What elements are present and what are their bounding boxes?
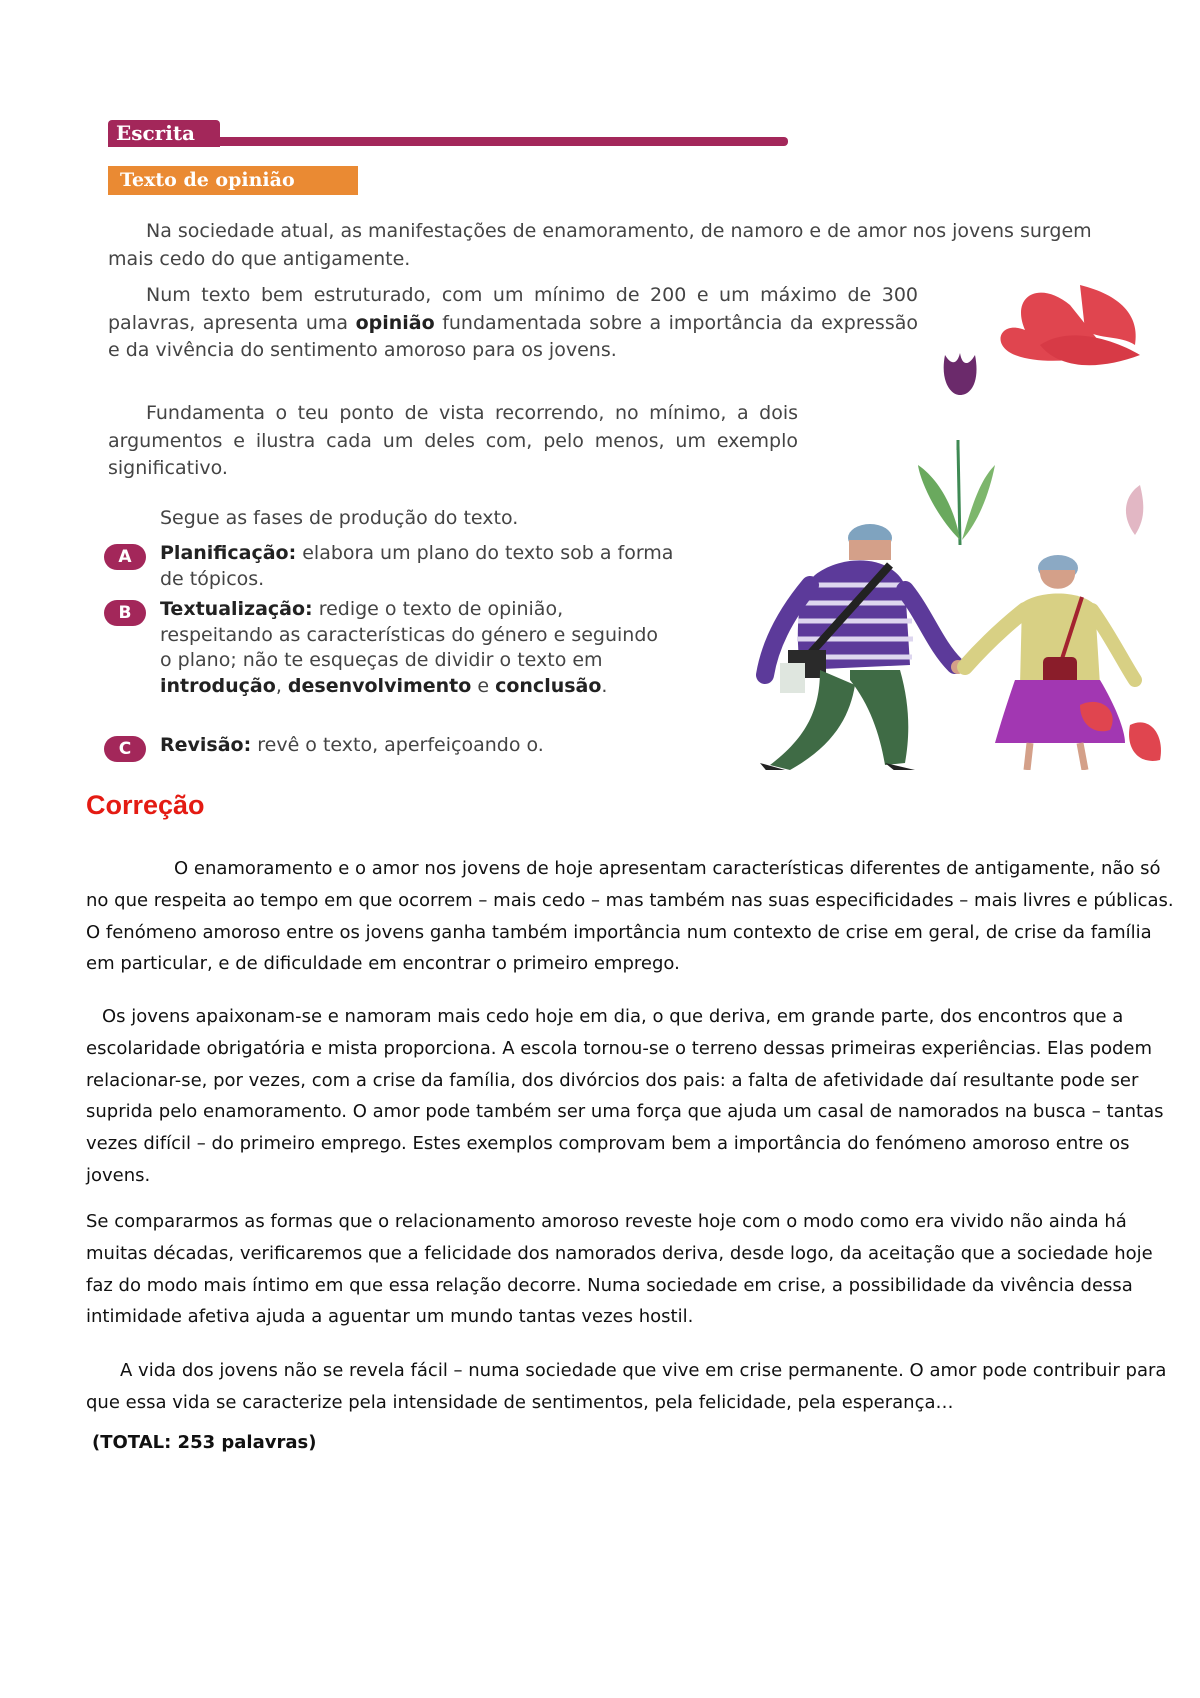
correction-paragraph: Se compararmos as formas que o relacionamento amoroso reveste hoje com o modo como era vivido não ainda há muitas décadas, verificaremos que a felicidade dos namorados deriva, desde logo, da aceitação que a sociedade hoje faz do modo mais íntimo em que essa relação decorre. Numa sociedade em crise, a possibilidade da vivência dessa intimidade afetiva ajuda a aguentar um mundo tantas vezes hostil. [86,1211,1153,1328]
man-figure [760,524,955,770]
step-b-text: Textualização: redige o texto de opinião, respeitando as características do género e seguindo o plano; não te esqueças de dividir o texto em introdução, desenvolvimento e conclusão. [160,598,659,697]
step-c-text: Revisão: revê o texto, aperfeiçoando o. [160,734,544,756]
prompt-paragraph-3: Fundamenta o teu ponto de vista recorrendo, no mínimo, a dois argumentos e ilustra cada um deles com, pelo menos, um exemplo significativo. [108,402,798,479]
woman-figure [965,555,1135,770]
step-b-badge: B [104,600,146,626]
step-a-badge: A [104,544,146,570]
word-total: (TOTAL: 253 palavras) [92,1432,317,1453]
steps-intro: Segue as fases de produção do texto. [160,507,519,529]
couple-holding-hands-illustration [740,285,1170,770]
section-tab: Escrita [108,120,220,147]
tulip-flower [918,353,995,545]
step-a-text: Planificação: elabora um plano do texto sob a forma de tópicos. [160,542,674,590]
step-c-badge: C [104,736,146,762]
subtitle-label: Texto de opinião [108,166,358,195]
prompt-paragraph-1: Na sociedade atual, as manifestações de enamoramento, de namoro e de amor nos jovens surgem mais cedo do que antigamente. [108,220,1092,270]
prompt-paragraph-2: Num texto bem estruturado, com um mínimo de 200 e um máximo de 300 palavras, apresenta uma opinião fundamentada sobre a importância da expressão e da vivência do sentimento amoroso para os jovens. [108,284,918,361]
correction-paragraph: Os jovens apaixonam-se e namoram mais cedo hoje em dia, o que deriva, em grande parte, dos encontros que a escolaridade obrigatória e mista proporciona. A escola tornou-se o terreno dessas primeiras experiências. Elas podem relacionar-se, por vezes, com a crise da família, dos divórcios dos pais: a falta de afetividade daí resultante pode ser suprida pelo enamoramento. O amor pode também ser uma força que ajuda um casal de namorados na busca – tantas vezes difícil – do primeiro emprego. Estes exemplos comprovam bem a importância do fenómeno amoroso entre os jovens. [86,1006,1164,1186]
correction-title: Correção [86,790,205,820]
correction-paragraph: O enamoramento e o amor nos jovens de hoje apresentam características diferentes de antigamente, não só no que respeita ao tempo em que ocorrem – mais cedo – mas também nas suas especificidades – mais livres e públicas. O fenómeno amoroso entre os jovens ganha também importância num contexto de crise em geral, de crise da família em particular, e de dificuldade em encontrar o primeiro emprego. [86,858,1174,975]
keyword-opiniao: opinião [355,311,435,334]
red-flower-top [1001,285,1140,365]
correction-paragraph: A vida dos jovens não se revela fácil – numa sociedade que vive em crise permanente. O amor pode contribuir para que essa vida se caracterize pela intensidade de sentimentos, pela felicidade, pela esperança… [86,1360,1167,1413]
